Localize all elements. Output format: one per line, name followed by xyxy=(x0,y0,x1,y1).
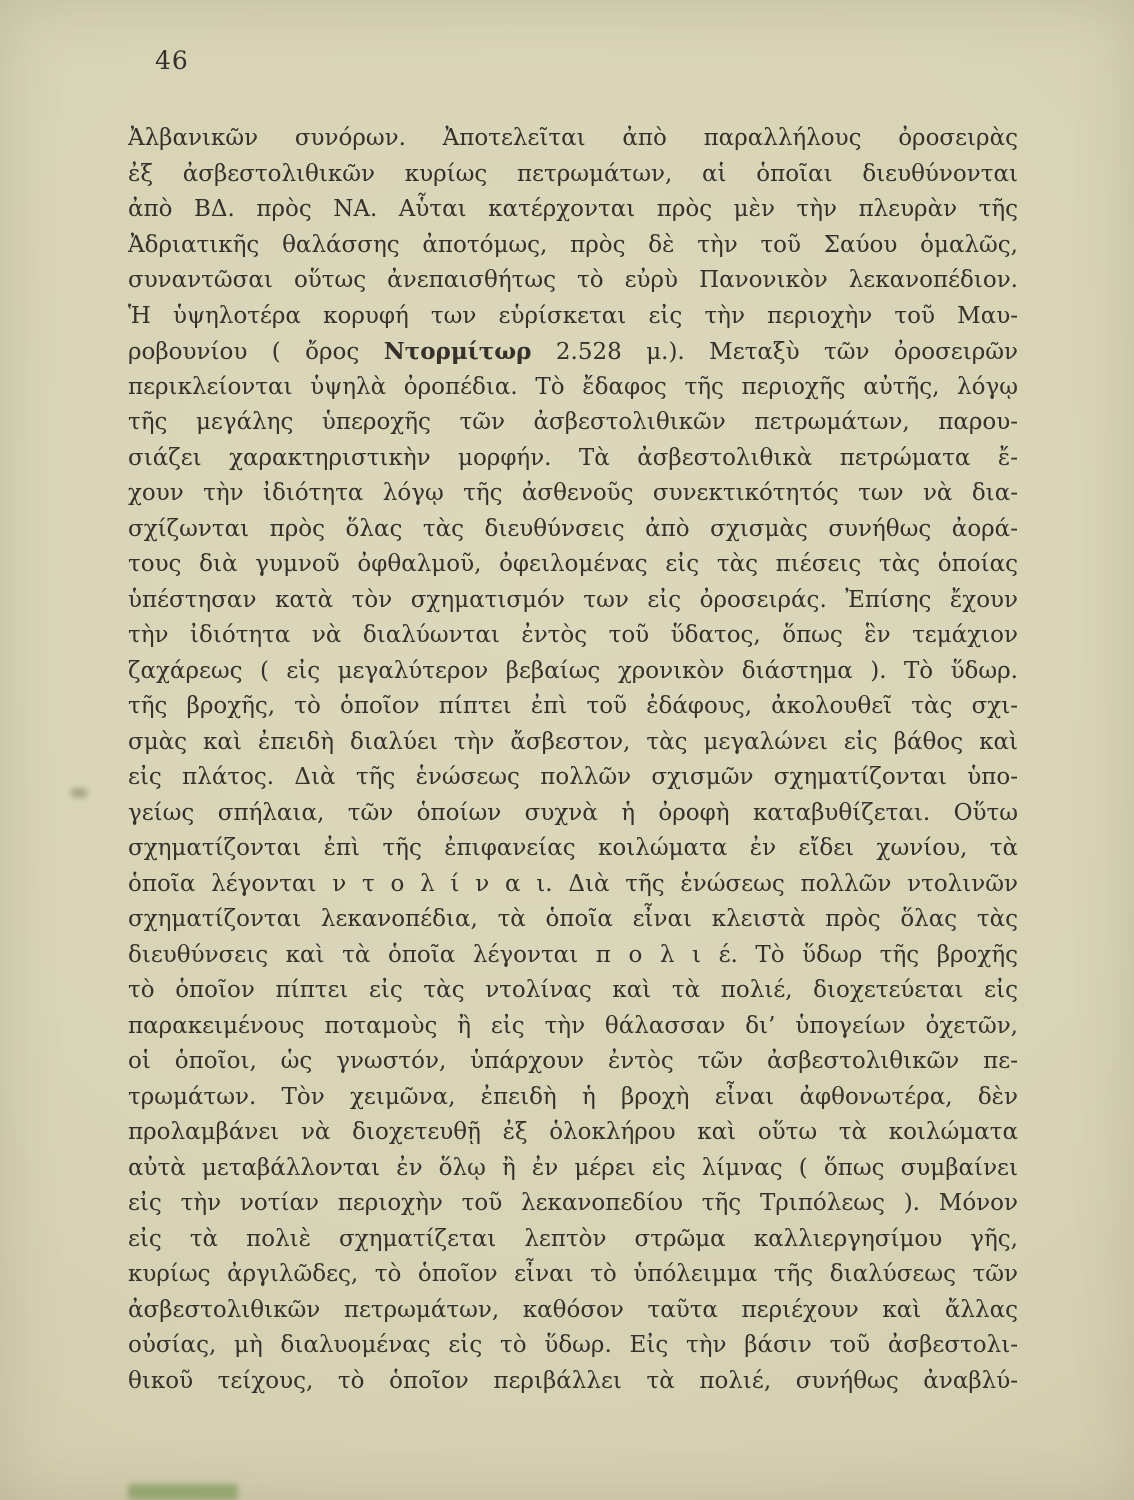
text-line: Ἡ ὑψηλοτέρα κορυφή των εὑρίσκεται εἰς τὴν περιοχὴν τοῦ Μαυ- xyxy=(128,302,1018,329)
text-line: σιάζει χαρακτηριστικὴν μορφήν. Τὰ ἀσβεστολιθικὰ πετρώματα ἔ- xyxy=(128,444,1018,471)
text-line: ὁποῖα λέγονται ν τ ο λ ί ν α ι. Διὰ τῆς ἑνώσεως πολλῶν ντολινῶν xyxy=(128,870,1018,897)
text-line: σχίζωνται πρὸς ὅλας τὰς διευθύνσεις ἀπὸ σχισμὰς συνήθως ἀορά- xyxy=(128,515,1018,542)
text-line: ἀπὸ ΒΔ. πρὸς ΝΑ. Αὗται κατέρχονται πρὸς μὲν τὴν πλευρὰν τῆς xyxy=(128,196,1018,222)
text-line: θικοῦ τείχους, τὸ ὁποῖον περιβάλλει τὰ πολιέ, συνήθως ἀναβλύ- xyxy=(128,1367,1018,1394)
text-line: παρακειμένους ποταμοὺς ἢ εἰς τὴν θάλασσαν δι’ ὑπογείων ὀχετῶν, xyxy=(128,1012,1018,1039)
text-line: σμὰς καὶ ἐπειδὴ διαλύει τὴν ἄσβεστον, τὰς μεγαλώνει εἰς βάθος καὶ xyxy=(128,728,1018,755)
text-line: εἰς τὴν νοτίαν περιοχὴν τοῦ λεκανοπεδίου τῆς Τριπόλεως ). Μόνον xyxy=(128,1190,1018,1216)
text-line: κυρίως ἀργιλῶδες, τὸ ὁποῖον εἶναι τὸ ὑπόλειμμα τῆς διαλύσεως τῶν xyxy=(128,1261,1018,1287)
text-line: περικλείονται ὑψηλὰ ὀροπέδια. Τὸ ἔδαφος τῆς περιοχῆς αὐτῆς, λόγῳ xyxy=(128,373,1018,400)
text-line: Ἀλβανικῶν συνόρων. Ἀποτελεῖται ἀπὸ παραλλήλους ὀροσειρὰς xyxy=(128,125,1018,151)
text-line: σχηματίζονται λεκανοπέδια, τὰ ὁποῖα εἶναι κλειστὰ πρὸς ὅλας τὰς xyxy=(128,906,1018,932)
text-line: ἐξ ἀσβεστολιθικῶν κυρίως πετρωμάτων, αἱ ὁποῖαι διευθύνονται xyxy=(128,160,1018,187)
text-line: τῆς βροχῆς, τὸ ὁποῖον πίπτει ἐπὶ τοῦ ἐδάφους, ἀκολουθεῖ τὰς σχι- xyxy=(128,693,1018,719)
text-line: ὑπέστησαν κατὰ τὸν σχηματισμόν των εἰς ὀροσειράς. Ἐπίσης ἔχουν xyxy=(128,586,1018,613)
text-line: σχηματίζονται ἐπὶ τῆς ἐπιφανείας κοιλώματα ἐν εἴδει χωνίου, τὰ xyxy=(128,835,1018,861)
text-line: χουν τὴν ἰδιότητα λόγῳ τῆς ἀσθενοῦς συνεκτικότητός των νὰ δια- xyxy=(128,480,1018,506)
text-line: οἱ ὁποῖοι, ὡς γνωστόν, ὑπάρχουν ἐντὸς τῶν ἀσβεστολιθικῶν πε- xyxy=(128,1048,1018,1074)
text-line: τὸ ὁποῖον πίπτει εἰς τὰς ντολίνας καὶ τὰ πολιέ, διοχετεύεται εἰς xyxy=(128,977,1018,1003)
text-line: εἰς τὰ πολιὲ σχηματίζεται λεπτὸν στρῶμα καλλιεργησίμου γῆς, xyxy=(128,1225,1018,1252)
text-segment: ροβουνίου ( ὄρος xyxy=(128,339,384,365)
text-segment: 2.528 μ.). Μεταξὺ τῶν ὀροσειρῶν xyxy=(531,339,1018,365)
text-line: γείως σπήλαια, τῶν ὁποίων συχνὰ ἡ ὀροφὴ καταβυθίζεται. Οὕτω xyxy=(128,799,1018,826)
text-line: εἰς πλάτος. Διὰ τῆς ἑνώσεως πολλῶν σχισμῶν σχηματίζονται ὑπο- xyxy=(128,764,1018,790)
text-line-with-bold-term xyxy=(128,334,1018,370)
bold-mountain-name: Ντορμίτωρ xyxy=(383,338,532,365)
scan-artifact-smudge xyxy=(70,788,88,798)
text-line: προλαμβάνει νὰ διοχετευθῇ ἐξ ὁλοκλήρου καὶ οὕτω τὰ κοιλώματα xyxy=(128,1119,1018,1145)
text-line: τῆς μεγάλης ὑπεροχῆς τῶν ἀσβεστολιθικῶν πετρωμάτων, παρου- xyxy=(128,409,1018,435)
text-line: αὐτὰ μεταβάλλονται ἐν ὅλῳ ἢ ἐν μέρει εἰς λίμνας ( ὅπως συμβαίνει xyxy=(128,1154,1018,1181)
text-line: τους διὰ γυμνοῦ ὀφθαλμοῦ, ὀφειλομένας εἰς τὰς πιέσεις τὰς ὁποίας xyxy=(128,551,1018,577)
text-line: οὐσίας, μὴ διαλυομένας εἰς τὸ ὕδωρ. Εἰς τὴν βάσιν τοῦ ἀσβεστολι- xyxy=(128,1332,1018,1358)
body-text-block xyxy=(128,121,1018,1399)
text-line: συναντῶσαι οὕτως ἀνεπαισθήτως τὸ εὐρὺ Πανονικὸν λεκανοπέδιον. xyxy=(128,267,1018,293)
scan-artifact-green-mark xyxy=(128,1484,238,1500)
text-line: Ἀδριατικῆς θαλάσσης ἀποτόμως, πρὸς δὲ τὴν τοῦ Σαύου ὁμαλῶς, xyxy=(128,231,1018,258)
text-line: ζαχάρεως ( εἰς μεγαλύτερον βεβαίως χρονικὸν διάστημα ). Τὸ ὕδωρ. xyxy=(128,657,1018,684)
text-line: διευθύνσεις καὶ τὰ ὁποῖα λέγονται π ο λ ι έ. Τὸ ὕδωρ τῆς βροχῆς xyxy=(128,941,1018,968)
text-line: τὴν ἰδιότητα νὰ διαλύωνται ἐντὸς τοῦ ὕδατος, ὅπως ἓν τεμάχιον xyxy=(128,622,1018,648)
page-number: 46 xyxy=(155,46,189,75)
text-line: τρωμάτων. Τὸν χειμῶνα, ἐπειδὴ ἡ βροχὴ εἶναι ἀφθονωτέρα, δὲν xyxy=(128,1083,1018,1110)
text-line: ἀσβεστολιθικῶν πετρωμάτων, καθόσον ταῦτα περιέχουν καὶ ἄλλας xyxy=(128,1296,1018,1323)
